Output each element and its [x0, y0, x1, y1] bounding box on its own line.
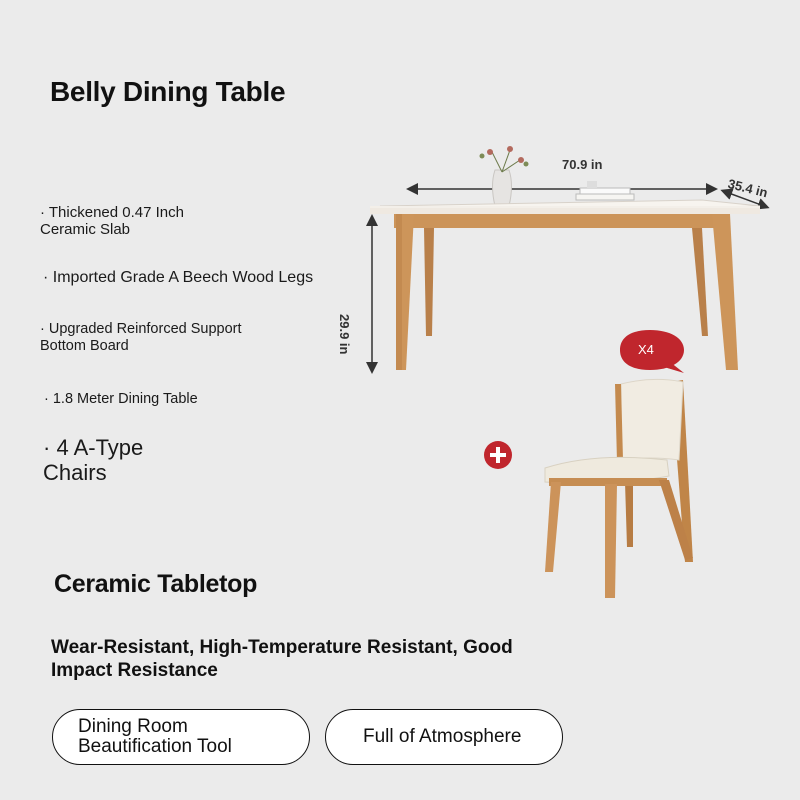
chair-illustration — [535, 372, 705, 604]
book-stack — [576, 181, 634, 200]
feature-line: · Upgraded Reinforced Support — [40, 321, 242, 337]
section-title: Ceramic Tabletop — [54, 570, 258, 598]
height-label: 29.9 in — [337, 314, 352, 355]
feature-line: Bottom Board — [40, 338, 129, 354]
feature-line: · Imported Grade A Beech Wood Legs — [43, 269, 314, 286]
feature-line: Ceramic Slab — [40, 221, 131, 238]
flower-vase — [480, 146, 529, 206]
pill-line: Beautification Tool — [78, 736, 232, 757]
feature-line: Chairs — [43, 460, 107, 485]
quantity-badge-icon — [620, 328, 690, 374]
feature-table-size — [44, 391, 198, 408]
feature-line: · Thickened 0.47 Inch — [40, 204, 184, 221]
pill-line: Full of Atmosphere — [363, 726, 522, 747]
width-label: 70.9 in — [562, 157, 603, 172]
feature-line: · 4 A-Type — [43, 435, 144, 460]
feature-line: · 1.8 Meter Dining Table — [44, 391, 198, 407]
pill-dining-room — [52, 709, 310, 765]
plus-icon — [483, 440, 513, 470]
quantity-badge: X4 — [638, 342, 654, 357]
feature-beech-legs — [43, 269, 313, 286]
depth-label: 35.4 in — [726, 176, 770, 201]
pill-atmosphere — [325, 709, 563, 765]
feature-support-board — [40, 321, 242, 355]
pill-line: Dining Room — [78, 716, 188, 737]
section-subtitle: Wear-Resistant, High-Temperature Resistant, Good Impact Resistance — [51, 637, 513, 681]
feature-ceramic-slab — [40, 204, 184, 238]
feature-chairs — [43, 435, 143, 485]
product-title: Belly Dining Table — [50, 76, 286, 107]
